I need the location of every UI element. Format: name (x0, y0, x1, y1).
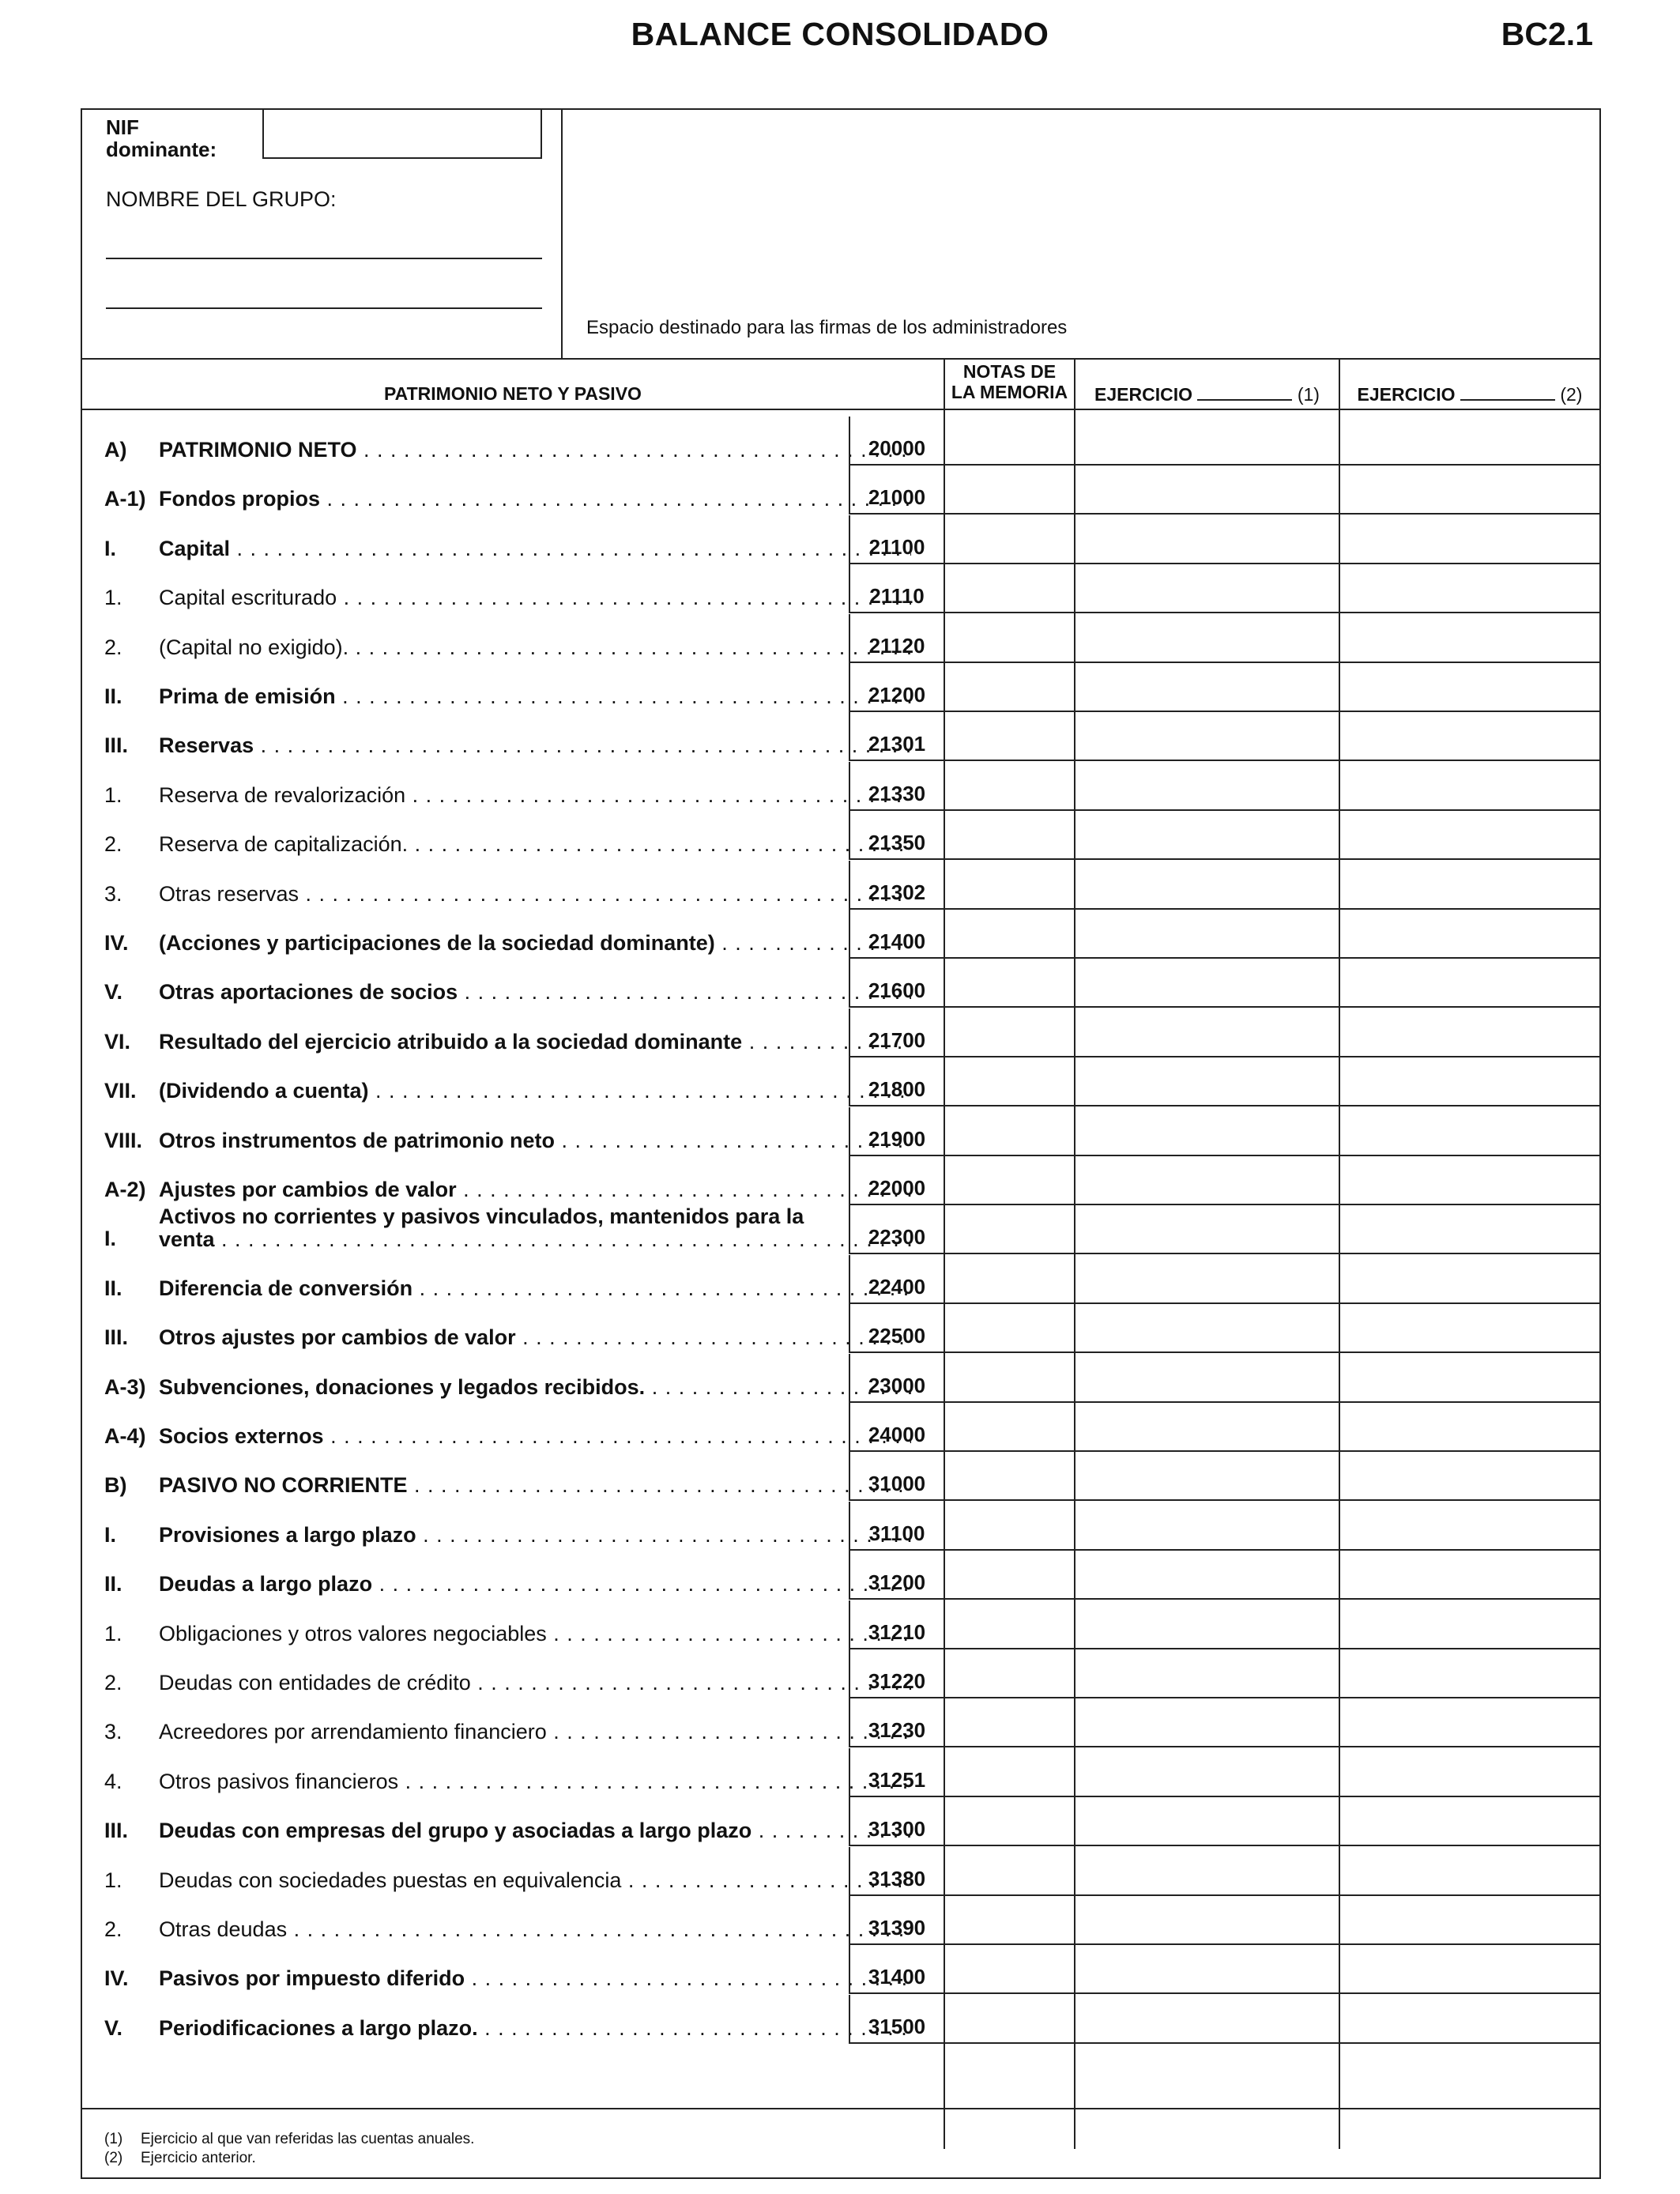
balance-row (82, 762, 1599, 811)
notes-cell[interactable] (944, 614, 1074, 663)
row-label: Deudas con empresas del grupo y asociadas a largo plazo . . . (159, 1819, 911, 1843)
row-number: I. (104, 1522, 117, 1547)
row-label: Subvenciones, donaciones y legados recibidos. . . . (159, 1375, 911, 1400)
row-code: 31100 (849, 1502, 944, 1551)
notes-cell[interactable] (944, 1945, 1074, 1994)
row-code: 31000 (849, 1452, 944, 1501)
row-label: Otros pasivos financieros . . . (159, 1770, 911, 1794)
year2-cell[interactable] (1339, 959, 1599, 1008)
year1-cell[interactable] (1074, 1205, 1339, 1254)
row-code: 21700 (849, 1008, 944, 1057)
year2-label: EJERCICIO (1357, 384, 1456, 405)
row-number: A-3) (104, 1374, 146, 1399)
row-label: Otras deudas . . . (159, 1917, 911, 1942)
balance-row (82, 1008, 1599, 1057)
year2-cell[interactable] (1339, 712, 1599, 761)
notes-header-line2: LA MEMORIA (951, 382, 1068, 402)
nif-label (106, 116, 217, 160)
row-code: 24000 (849, 1403, 944, 1452)
row-code: 21100 (849, 515, 944, 564)
balance-row (82, 614, 1599, 663)
row-number: II. (104, 684, 122, 708)
row-code: 23000 (849, 1354, 944, 1403)
row-number: 1. (104, 782, 122, 807)
year2-cell[interactable] (1339, 861, 1599, 910)
row-number: VII. (104, 1079, 137, 1103)
year2-cell[interactable] (1339, 1945, 1599, 1994)
nif-input-box[interactable] (262, 110, 542, 159)
year1-cell[interactable] (1074, 1156, 1339, 1205)
identification-block (82, 110, 563, 358)
notes-cell[interactable] (944, 417, 1074, 466)
notes-cell[interactable] (944, 1452, 1074, 1501)
year1-cell[interactable] (1074, 1502, 1339, 1551)
balance-row (82, 1600, 1599, 1649)
year2-cell[interactable] (1339, 1748, 1599, 1797)
row-number: III. (104, 1819, 129, 1843)
footnotes (104, 2130, 474, 2168)
row-label: Otras reservas . . . (159, 882, 911, 907)
row-number: A) (104, 438, 127, 462)
balance-row (82, 959, 1599, 1008)
balance-row (82, 1205, 1599, 1254)
row-number: 4. (104, 1769, 122, 1793)
balance-row (82, 1354, 1599, 1403)
year1-cell[interactable] (1074, 1403, 1339, 1452)
year1-cell[interactable] (1074, 1896, 1339, 1945)
row-code: 31200 (849, 1551, 944, 1600)
year2-cell[interactable] (1339, 1551, 1599, 1600)
year1-header (1075, 383, 1339, 405)
balance-row (82, 1847, 1599, 1896)
row-number: V. (104, 2015, 123, 2040)
year2-cell[interactable] (1339, 1354, 1599, 1403)
footnote-1: (1) Ejercicio al que van referidas las cuentas anuales. (104, 2131, 475, 2147)
balance-row (82, 1551, 1599, 1600)
row-number: 3. (104, 881, 122, 906)
row-number: 3. (104, 1720, 122, 1744)
year2-cell[interactable] (1339, 1304, 1599, 1353)
row-number: A-2) (104, 1178, 146, 1201)
notes-cell[interactable] (944, 1354, 1074, 1403)
row-code: 21302 (849, 861, 944, 910)
year2-cell[interactable] (1339, 1452, 1599, 1501)
year1-cell[interactable] (1074, 811, 1339, 860)
balance-row (82, 515, 1599, 564)
notes-cell[interactable] (944, 1502, 1074, 1551)
year2-cell[interactable] (1339, 762, 1599, 811)
year2-cell[interactable] (1339, 417, 1599, 466)
row-label: Otros instrumentos de patrimonio neto . . . (159, 1129, 911, 1153)
row-label: Reserva de revalorización . . . (159, 783, 911, 808)
notes-cell[interactable] (944, 959, 1074, 1008)
row-number: 2. (104, 1671, 122, 1695)
balance-row (82, 1649, 1599, 1698)
balance-row (82, 1896, 1599, 1945)
year1-cell[interactable] (1074, 466, 1339, 515)
notes-cell[interactable] (944, 1107, 1074, 1156)
notes-cell[interactable] (944, 1995, 1074, 2044)
row-label: Obligaciones y otros valores negociables . . . (159, 1622, 911, 1646)
notes-cell[interactable] (944, 663, 1074, 712)
notes-cell[interactable] (944, 1698, 1074, 1747)
row-code: 21110 (849, 564, 944, 613)
group-name-line-2[interactable] (106, 307, 542, 309)
year1-cell[interactable] (1074, 1649, 1339, 1698)
balance-row (82, 1255, 1599, 1304)
form-frame (81, 108, 1601, 2179)
year1-note: (1) (1297, 384, 1320, 405)
balance-row (82, 1107, 1599, 1156)
header-top-divider (82, 358, 1599, 360)
balance-row (82, 1945, 1599, 1994)
balance-row (82, 1304, 1599, 1353)
row-code: 21400 (849, 910, 944, 959)
row-label: Prima de emisión . . . (159, 684, 911, 709)
year2-cell[interactable] (1339, 1896, 1599, 1945)
notes-cell[interactable] (944, 712, 1074, 761)
year2-cell[interactable] (1339, 1698, 1599, 1747)
group-name-label: NOMBRE DEL GRUPO: (106, 187, 337, 211)
year2-cell[interactable] (1339, 1502, 1599, 1551)
balance-row (82, 466, 1599, 515)
row-code: 21350 (849, 811, 944, 860)
row-label: (Capital no exigido). . . . (159, 635, 911, 660)
balance-row (82, 861, 1599, 910)
notes-cell[interactable] (944, 1797, 1074, 1846)
balance-row (82, 1057, 1599, 1106)
row-label: PASIVO NO CORRIENTE . . . (159, 1473, 911, 1498)
year2-cell[interactable] (1339, 515, 1599, 564)
row-label: Periodificaciones a largo plazo. . . . (159, 2016, 911, 2041)
row-number: III. (104, 1325, 129, 1350)
notes-cell[interactable] (944, 1600, 1074, 1649)
row-label: Deudas con sociedades puestas en equivalencia . . . (159, 1868, 911, 1893)
row-code: 31500 (849, 1995, 944, 2044)
year1-blank[interactable] (1197, 383, 1292, 401)
year1-cell[interactable] (1074, 1107, 1339, 1156)
year2-cell[interactable] (1339, 1847, 1599, 1896)
year2-cell[interactable] (1339, 564, 1599, 613)
year1-cell[interactable] (1074, 1748, 1339, 1797)
year1-cell[interactable] (1074, 1797, 1339, 1846)
notes-cell[interactable] (944, 762, 1074, 811)
balance-row (82, 811, 1599, 860)
year2-cell[interactable] (1339, 1649, 1599, 1698)
year2-cell[interactable] (1339, 466, 1599, 515)
row-code: 21330 (849, 762, 944, 811)
row-label: Otras aportaciones de socios . . . (159, 980, 911, 1005)
row-code: 31400 (849, 1945, 944, 1994)
year1-cell[interactable] (1074, 417, 1339, 466)
row-label: Reserva de capitalización. . . . (159, 832, 911, 857)
row-label: Pasivos por impuesto diferido . . . (159, 1966, 911, 1991)
nif-label-line1: NIF (106, 115, 139, 139)
row-number: A-1) (104, 487, 146, 511)
row-number: VIII. (104, 1128, 143, 1152)
notes-cell[interactable] (944, 1057, 1074, 1106)
row-label: Socios externos . . . (159, 1424, 911, 1449)
year1-cell[interactable] (1074, 1847, 1339, 1896)
balance-row (82, 1995, 1599, 2044)
notes-cell[interactable] (944, 1205, 1074, 1254)
row-number: III. (104, 733, 129, 758)
row-number: 2. (104, 1917, 122, 1941)
row-label-line2: venta . . . (159, 1228, 911, 1251)
row-number: 2. (104, 832, 122, 857)
year1-cell[interactable] (1074, 1057, 1339, 1106)
year2-blank[interactable] (1460, 383, 1555, 401)
row-label: Diferencia de conversión . . . (159, 1276, 911, 1301)
notes-cell[interactable] (944, 1255, 1074, 1304)
row-number: A-4) (104, 1424, 146, 1448)
year1-cell[interactable] (1074, 515, 1339, 564)
year2-note: (2) (1560, 384, 1583, 405)
year1-cell[interactable] (1074, 1008, 1339, 1057)
notes-header (945, 361, 1074, 402)
row-code: 22000 (849, 1156, 944, 1205)
notes-cell[interactable] (944, 1304, 1074, 1353)
year1-cell[interactable] (1074, 712, 1339, 761)
year1-cell[interactable] (1074, 1452, 1339, 1501)
signatures-label: Espacio destinado para las firmas de los administradores (586, 317, 1068, 338)
balance-row (82, 417, 1599, 466)
row-code: 31380 (849, 1847, 944, 1896)
row-label: Reservas . . . (159, 733, 911, 758)
notes-cell[interactable] (944, 1896, 1074, 1945)
row-code: 31300 (849, 1797, 944, 1846)
row-label: Fondos propios . . . (159, 487, 911, 511)
row-code: 22500 (849, 1304, 944, 1353)
notes-cell[interactable] (944, 910, 1074, 959)
year1-cell[interactable] (1074, 1354, 1339, 1403)
year1-cell[interactable] (1074, 910, 1339, 959)
row-code: 21900 (849, 1107, 944, 1156)
year2-cell[interactable] (1339, 1995, 1599, 2044)
row-code: 21301 (849, 712, 944, 761)
year2-cell[interactable] (1339, 1600, 1599, 1649)
footnote-divider (82, 2108, 1599, 2109)
year1-cell[interactable] (1074, 1945, 1339, 1994)
row-label: Deudas con entidades de crédito . . . (159, 1671, 911, 1695)
year2-cell[interactable] (1339, 1255, 1599, 1304)
year1-cell[interactable] (1074, 663, 1339, 712)
row-label: Acreedores por arrendamiento financiero . . . (159, 1720, 911, 1744)
row-number: II. (104, 1276, 122, 1300)
row-label: Capital . . . (159, 537, 911, 561)
row-label: Deudas a largo plazo . . . (159, 1572, 911, 1596)
balance-row (82, 910, 1599, 959)
row-number: 2. (104, 635, 122, 659)
notes-cell[interactable] (944, 515, 1074, 564)
year1-cell[interactable] (1074, 614, 1339, 663)
balance-row (82, 1156, 1599, 1205)
row-number: IV. (104, 1966, 129, 1991)
year1-cell[interactable] (1074, 762, 1339, 811)
notes-cell[interactable] (944, 861, 1074, 910)
notes-cell[interactable] (944, 1008, 1074, 1057)
balance-row (82, 663, 1599, 712)
row-label: (Acciones y participaciones de la sociedad dominante) . . . (159, 931, 911, 956)
row-code: 21600 (849, 959, 944, 1008)
row-label-line1: Activos no corrientes y pasivos vinculados, mantenidos para la (159, 1205, 804, 1229)
row-label: (Dividendo a cuenta) . . . (159, 1079, 911, 1103)
row-code: 31251 (849, 1748, 944, 1797)
balance-row (82, 1698, 1599, 1747)
row-number: II. (104, 1572, 122, 1596)
row-label: PATRIMONIO NETO . . . (159, 438, 911, 462)
year2-header (1340, 383, 1599, 405)
balance-row (82, 1797, 1599, 1846)
row-number: V. (104, 980, 123, 1005)
row-label: Resultado del ejercicio atribuido a la sociedad dominante . . . (159, 1030, 911, 1054)
header-bottom-divider (82, 409, 1599, 410)
row-label: Ajustes por cambios de valor . . . (159, 1178, 911, 1202)
year2-cell[interactable] (1339, 1008, 1599, 1057)
notes-cell[interactable] (944, 466, 1074, 515)
page-title: BALANCE CONSOLIDADO (631, 16, 1049, 52)
year1-cell[interactable] (1074, 1600, 1339, 1649)
notes-cell[interactable] (944, 1649, 1074, 1698)
footnote-2: (2) Ejercicio anterior. (104, 2150, 256, 2166)
balance-row (82, 1502, 1599, 1551)
row-code: 31230 (849, 1698, 944, 1747)
form-code: BC2.1 (1501, 16, 1593, 52)
row-number: 1. (104, 1868, 122, 1892)
notes-cell[interactable] (944, 1403, 1074, 1452)
section-header: PATRIMONIO NETO Y PASIVO (384, 383, 642, 404)
row-code: 31210 (849, 1600, 944, 1649)
row-number: 1. (104, 586, 122, 610)
year1-cell[interactable] (1074, 1698, 1339, 1747)
year2-cell[interactable] (1339, 1107, 1599, 1156)
year1-cell[interactable] (1074, 1995, 1339, 2044)
year2-cell[interactable] (1339, 1403, 1599, 1452)
notes-cell[interactable] (944, 1156, 1074, 1205)
group-name-line-1[interactable] (106, 258, 542, 259)
year2-cell[interactable] (1339, 663, 1599, 712)
row-number: 1. (104, 1621, 122, 1646)
row-label (159, 1205, 911, 1251)
row-label: Otros ajustes por cambios de valor . . . (159, 1325, 911, 1350)
balance-row (82, 1403, 1599, 1452)
row-number: IV. (104, 931, 129, 955)
row-number: VI. (104, 1029, 131, 1054)
year2-cell[interactable] (1339, 1797, 1599, 1846)
year1-cell[interactable] (1074, 564, 1339, 613)
nif-label-line2: dominante: (106, 138, 217, 161)
notes-cell[interactable] (944, 564, 1074, 613)
row-code: 31220 (849, 1649, 944, 1698)
row-label: Capital escriturado . . . (159, 586, 911, 610)
year1-cell[interactable] (1074, 1255, 1339, 1304)
year2-cell[interactable] (1339, 811, 1599, 860)
balance-row (82, 564, 1599, 613)
row-code: 22300 (849, 1205, 944, 1254)
year1-label: EJERCICIO (1094, 384, 1193, 405)
year2-cell[interactable] (1339, 614, 1599, 663)
notes-cell[interactable] (944, 1748, 1074, 1797)
row-code: 22400 (849, 1255, 944, 1304)
row-code: 21000 (849, 466, 944, 515)
year1-cell[interactable] (1074, 959, 1339, 1008)
notes-header-line1: NOTAS DE (962, 361, 1057, 382)
balance-row (82, 712, 1599, 761)
row-number: I. (104, 1227, 117, 1251)
notes-cell[interactable] (944, 1847, 1074, 1896)
notes-cell[interactable] (944, 811, 1074, 860)
year2-cell[interactable] (1339, 1057, 1599, 1106)
notes-cell[interactable] (944, 1551, 1074, 1600)
row-code: 31390 (849, 1896, 944, 1945)
balance-row (82, 1452, 1599, 1501)
row-number: I. (104, 536, 117, 560)
balance-row (82, 1748, 1599, 1797)
year1-cell[interactable] (1074, 1551, 1339, 1600)
row-code: 21800 (849, 1057, 944, 1106)
year1-cell[interactable] (1074, 1304, 1339, 1353)
row-code: 20000 (849, 417, 944, 466)
row-code: 21120 (849, 614, 944, 663)
row-number: B) (104, 1473, 127, 1498)
row-label: Provisiones a largo plazo . . . (159, 1523, 911, 1547)
year2-cell[interactable] (1339, 910, 1599, 959)
year1-cell[interactable] (1074, 861, 1339, 910)
row-code: 21200 (849, 663, 944, 712)
year2-cell[interactable] (1339, 1156, 1599, 1205)
year2-cell[interactable] (1339, 1205, 1599, 1254)
